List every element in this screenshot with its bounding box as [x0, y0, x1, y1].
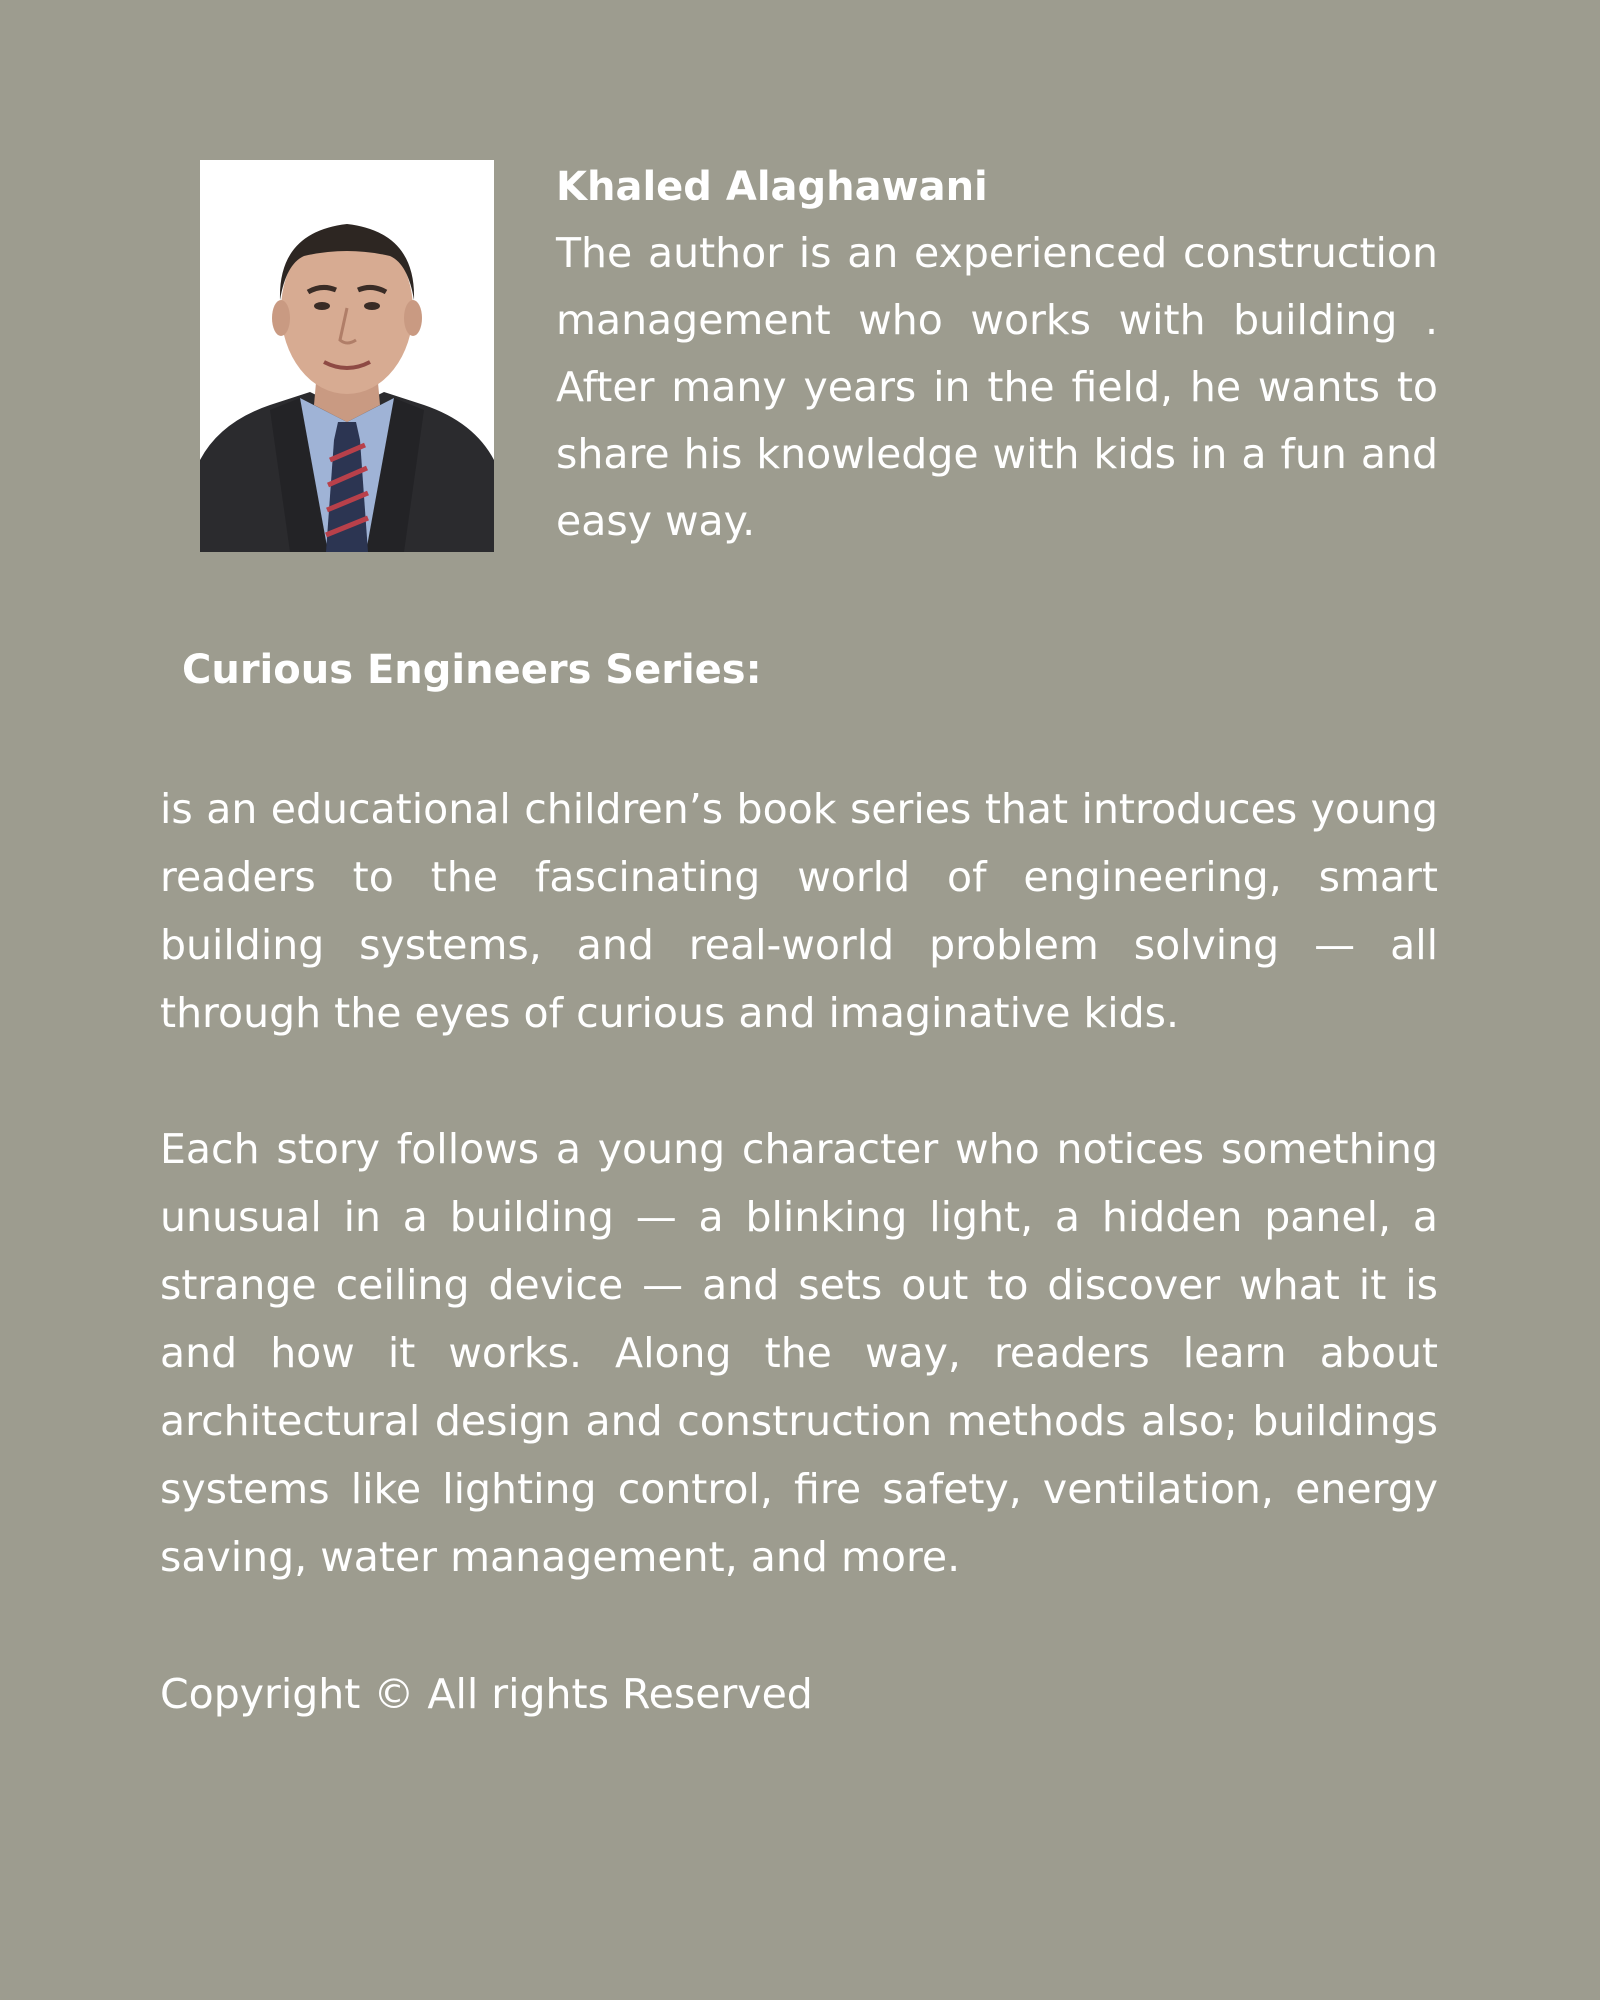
copyright-notice: Copyright © All rights Reserved [160, 1670, 813, 1718]
author-bio: The author is an experienced construction management who works with building . After many years in the field, he wants to share his knowledge with kids in a fun and easy way. [556, 229, 1438, 545]
series-heading: Curious Engineers Series: [182, 647, 762, 693]
series-description-paragraph: is an educational children’s book series that introduces young readers to the fascinating world of engineering, smart building systems, and real-world problem solving — all through the eyes of curious and imaginative kids. [160, 785, 1438, 1037]
author-name: Khaled Alaghawani [556, 164, 988, 210]
author-photo [200, 160, 494, 552]
series-story-paragraph: Each story follows a young character who notices something unusual in a building — a blinking light, a hidden panel, a strange ceiling device — and sets out to discover what it is and how it works. Along the way, readers learn about architectural design and construction methods also; buildings systems like lighting control, fire safety, ventilation, energy saving, water management, and more. [160, 1125, 1438, 1581]
author-block [556, 160, 1438, 555]
author-portrait-image [200, 160, 494, 552]
